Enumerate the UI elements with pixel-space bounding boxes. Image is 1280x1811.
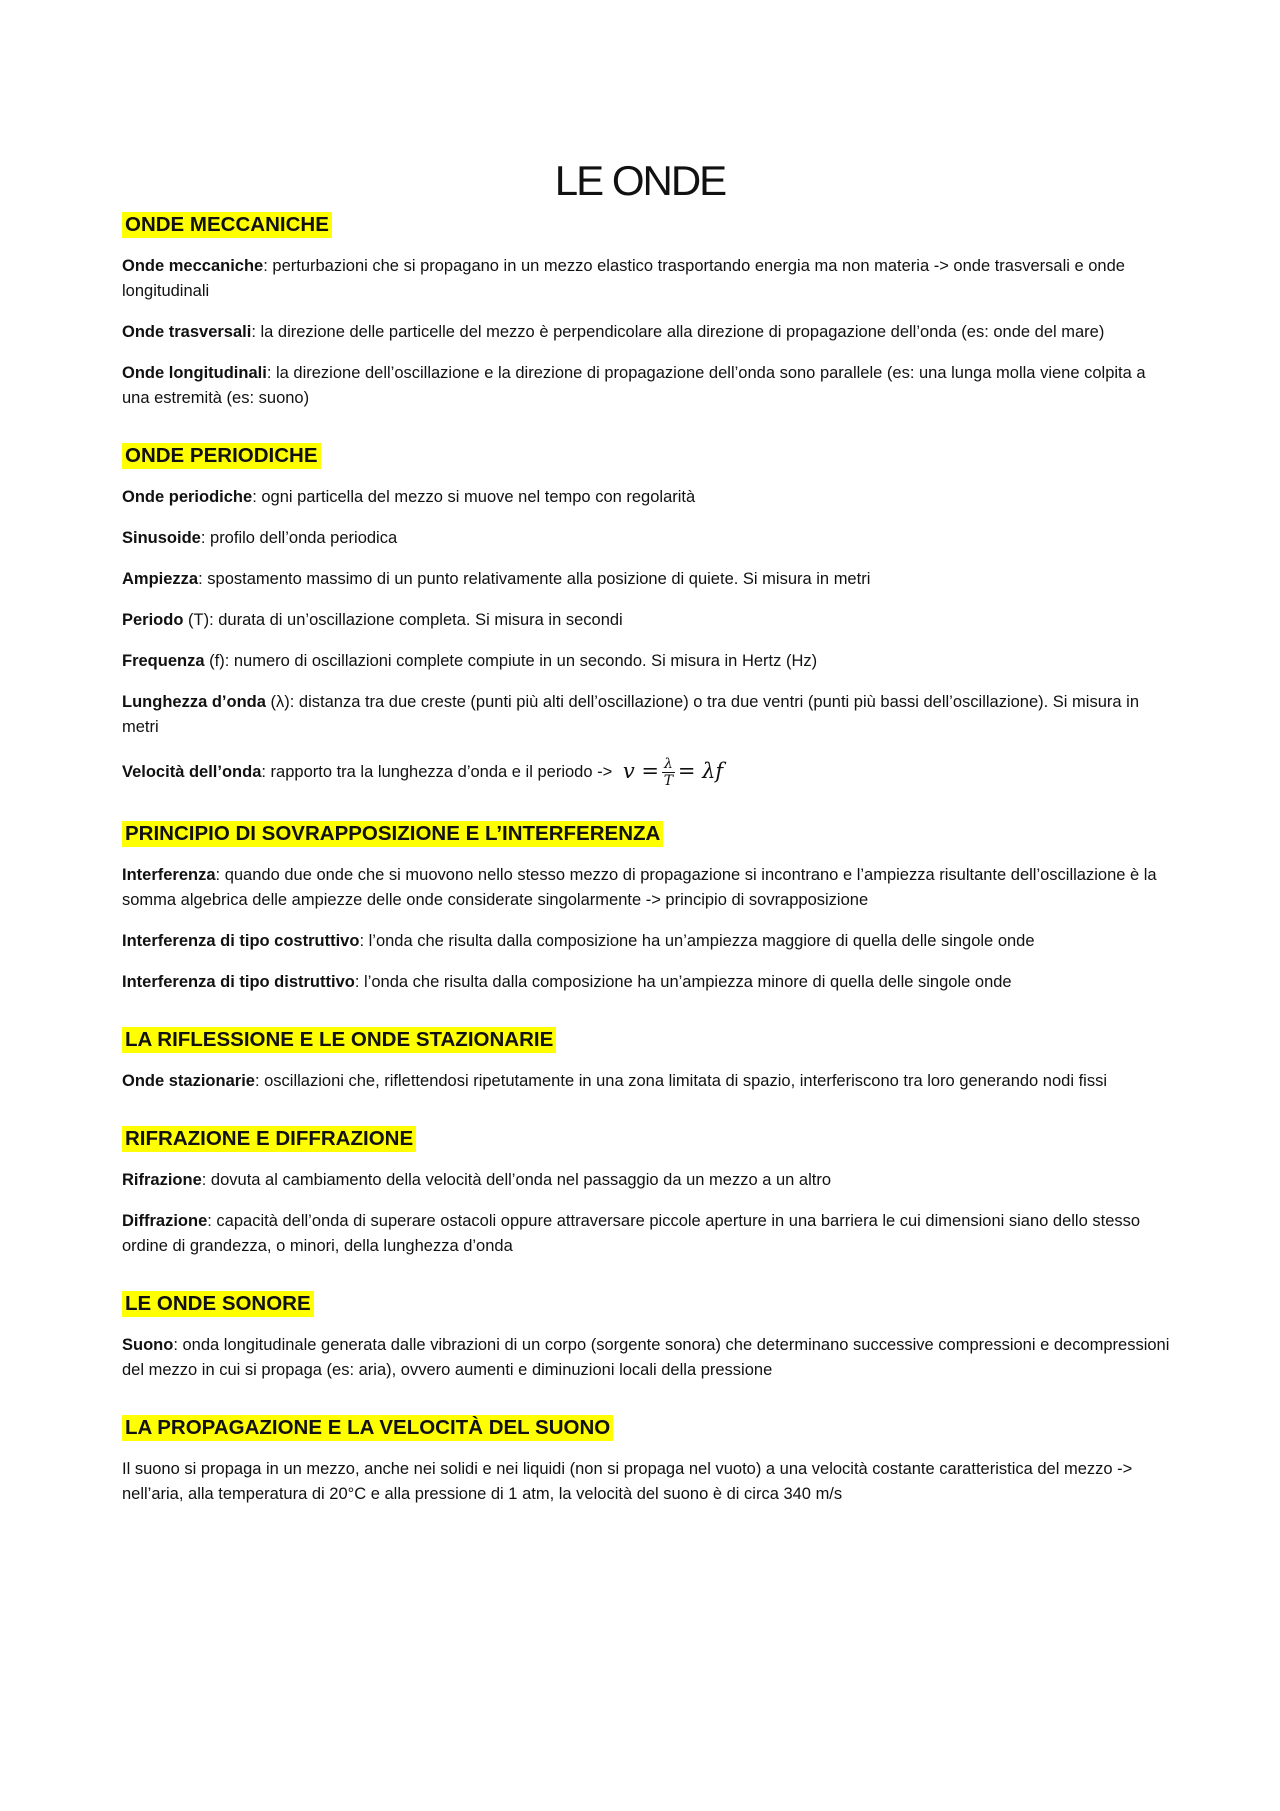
definition-term: Onde longitudinali [122,364,267,382]
fraction-denominator: T [663,773,674,789]
velocity-formula [622,756,724,789]
definition-term: Interferenza di tipo distruttivo [122,973,355,991]
definition-text: : la direzione delle particelle del mezzo è perpendicolare alla direzione di propagazione dell’onda (es: onde del mare) [251,323,1105,341]
definition-paragraph [122,567,1172,592]
section-heading: RIFRAZIONE E DIFFRAZIONE [122,1126,416,1152]
definition-text: (λ): distanza tra due creste (punti più alti dell’oscillazione) o tra due ventri (punti più bassi dell’oscillazione). Si misura in metri [122,693,1139,736]
section-heading: ONDE MECCANICHE [122,212,332,238]
definition-text: (T): durata di un’oscillazione completa. Si misura in secondi [183,611,623,629]
section-heading: ONDE PERIODICHE [122,443,321,469]
fraction-numerator: λ [663,756,673,772]
definition-text: : dovuta al cambiamento della velocità dell’onda nel passaggio da un mezzo a un altro [201,1171,831,1189]
definition-paragraph [122,526,1172,551]
definition-text: (f): numero di oscillazioni complete compiute in un secondo. Si misura in Hertz (Hz) [204,652,818,670]
definition-term: Lunghezza d’onda [122,693,266,711]
definition-text: : l’onda che risulta dalla composizione ha un’ampiezza minore di quella delle singole onde [354,973,1012,991]
definition-text: : ogni particella del mezzo si muove nel tempo con regolarità [252,488,696,506]
section-riflessione [122,1027,1172,1094]
definition-paragraph [122,608,1172,633]
definition-paragraph [122,320,1172,345]
definition-text: : spostamento massimo di un punto relativamente alla posizione di quiete. Si misura in metri [198,570,871,588]
section-heading: LA RIFLESSIONE E LE ONDE STAZIONARIE [122,1027,556,1053]
section-rifrazione [122,1126,1172,1259]
definition-term: Rifrazione [122,1171,202,1189]
section-onde-meccaniche [122,212,1172,411]
formula-rhs: = λf [677,759,724,783]
definition-term: Interferenza [122,866,216,884]
section-heading: LA PROPAGAZIONE E LA VELOCITÀ DEL SUONO [122,1415,613,1441]
velocity-paragraph [122,756,1172,789]
section-interferenza [122,821,1172,995]
document-body [122,212,1172,1507]
definition-term: Onde stazionarie [122,1072,255,1090]
definition-paragraph [122,929,1172,954]
definition-text: : rapporto tra la lunghezza d’onda e il periodo -> [261,762,617,781]
definition-text: Il suono si propaga in un mezzo, anche nei solidi e nei liquidi (non si propaga nel vuoto) a una velocità costante caratteristica del mezzo -> nell’aria, alla temperatura di 20°C e alla pressione di 1 atm, la velocità del suono è di circa 340 m/s [122,1460,1133,1503]
definition-term: Suono [122,1336,174,1354]
section-heading: LE ONDE SONORE [122,1291,314,1317]
definition-text: : profilo dell’onda periodica [200,529,398,547]
definition-term: Onde trasversali [122,323,252,341]
definition-paragraph [122,863,1172,913]
definition-text: : la direzione dell’oscillazione e la direzione di propagazione dell’onda sono parallele (es: una lunga molla viene colpita a una estremità (es: suono) [122,364,1146,407]
definition-paragraph [122,1333,1172,1383]
definition-paragraph [122,1457,1172,1507]
definition-paragraph [122,690,1172,740]
definition-paragraph [122,485,1172,510]
formula-lhs: v = [622,759,659,783]
definition-paragraph [122,254,1172,304]
definition-paragraph [122,1168,1172,1193]
section-heading: PRINCIPIO DI SOVRAPPOSIZIONE E L’INTERFERENZA [122,821,663,847]
definition-term: Sinusoide [122,529,201,547]
definition-term: Interferenza di tipo costruttivo [122,932,360,950]
section-onde-sonore [122,1291,1172,1383]
definition-text: : onda longitudinale generata dalle vibrazioni di un corpo (sorgente sonora) che determinano successive compressioni e decompressioni del mezzo in cui si propaga (es: aria), ovvero aumenti e diminuzioni locali della pressione [122,1336,1170,1379]
definition-text: : capacità dell’onda di superare ostacoli oppure attraversare piccole aperture in una barriera le cui dimensioni siano dello stesso ordine di grandezza, o minori, della lunghezza d’onda [122,1212,1141,1255]
definition-paragraph [122,1209,1172,1259]
definition-paragraph [122,649,1172,674]
definition-term: Onde periodiche [122,488,253,506]
definition-text: : oscillazioni che, riflettendosi ripetutamente in una zona limitata di spazio, interferiscono tra loro generando nodi fissi [254,1072,1107,1090]
definition-text: : l’onda che risulta dalla composizione ha un’ampiezza maggiore di quella delle singole onde [359,932,1035,950]
definition-text: : quando due onde che si muovono nello stesso mezzo di propagazione si incontrano e l’ampiezza risultante dell’oscillazione è la somma algebrica delle ampiezze delle onde considerate singolarmente -> principio di sovrapposizione [122,866,1157,909]
section-velocita-suono [122,1415,1172,1507]
definition-term: Ampiezza [122,570,199,588]
definition-paragraph [122,1069,1172,1094]
definition-paragraph [122,970,1172,995]
definition-term: Diffrazione [122,1212,208,1230]
definition-term: Velocità dell’onda [122,762,262,781]
definition-term: Onde meccaniche [122,257,264,275]
definition-paragraph [122,361,1172,411]
definition-term: Periodo [122,611,184,629]
definition-text: : perturbazioni che si propagano in un mezzo elastico trasportando energia ma non materia -> onde trasversali e onde longitudinali [122,257,1125,300]
definition-term: Frequenza [122,652,205,670]
section-onde-periodiche [122,443,1172,789]
formula-fraction [662,756,675,789]
page-title: LE ONDE [554,157,726,204]
